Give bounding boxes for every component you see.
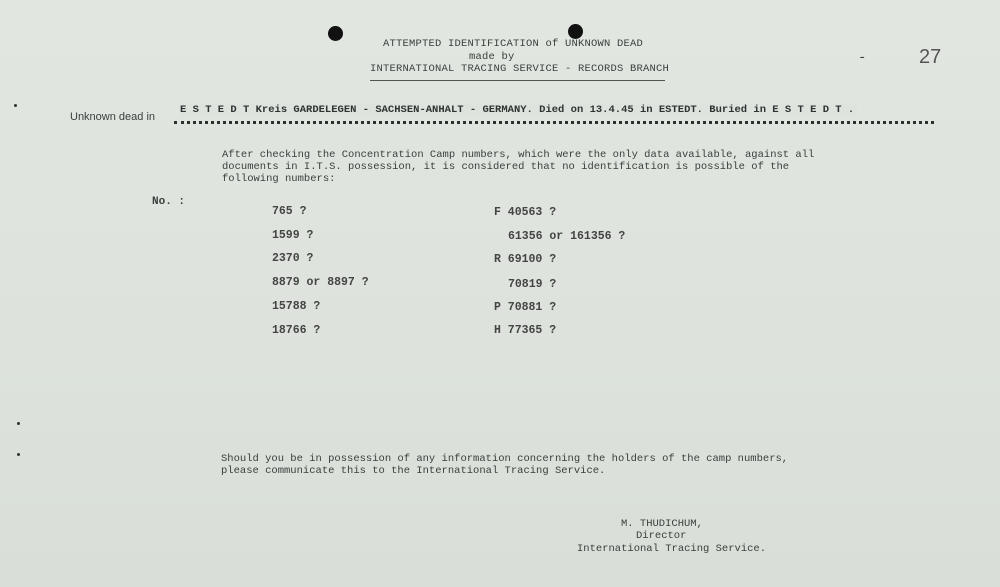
intro-line-1: After checking the Concentration Camp numbers, which were the only data available, against all <box>222 149 815 161</box>
camp-number: 8879 or 8897 ? <box>272 276 369 289</box>
margin-mark <box>17 422 20 425</box>
intro-line-3: following numbers: <box>222 173 336 185</box>
signature-title: Director <box>636 530 687 542</box>
signature-organization: International Tracing Service. <box>577 543 767 555</box>
camp-number: 61356 or 161356 ? <box>508 230 626 243</box>
closing-line-2: please communicate this to the International Tracing Service. <box>221 465 606 477</box>
camp-number: 1599 ? <box>272 229 314 242</box>
header-made-by: made by <box>469 51 515 63</box>
margin-mark <box>14 104 17 107</box>
camp-number: 18766 ? <box>272 324 321 337</box>
unknown-dead-detail: E S T E D T Kreis GARDELEGEN - SACHSEN-ANHALT - GERMANY. Died on 13.4.45 in ESTEDT. Buried in E S T E D T . <box>180 104 857 116</box>
dotted-line <box>174 121 934 124</box>
camp-number: H 77365 ? <box>494 324 557 337</box>
page-mark: - <box>858 50 867 66</box>
header-underline <box>370 80 665 81</box>
camp-number: 765 ? <box>272 205 307 218</box>
header-organization: INTERNATIONAL TRACING SERVICE - RECORDS BRANCH <box>370 63 670 75</box>
camp-number: P 70881 ? <box>494 301 557 314</box>
camp-number: 70819 ? <box>508 278 557 291</box>
numbers-label: No. : <box>152 196 186 208</box>
camp-number: 15788 ? <box>272 300 321 313</box>
header-title: ATTEMPTED IDENTIFICATION of UNKNOWN DEAD <box>383 38 644 50</box>
margin-mark <box>17 453 20 456</box>
camp-number: F 40563 ? <box>494 206 557 219</box>
punch-hole-left <box>328 26 343 41</box>
punch-hole-right <box>568 24 583 39</box>
signature-name: M. THUDICHUM, <box>621 518 703 530</box>
page-number: 27 <box>919 46 942 68</box>
unknown-dead-label: Unknown dead in <box>70 111 156 123</box>
intro-line-2: documents in I.T.S. possession, it is considered that no identification is possible of the <box>222 161 790 173</box>
closing-line-1: Should you be in possession of any information concerning the holders of the camp numbers, <box>221 453 789 465</box>
camp-number: R 69100 ? <box>494 253 557 266</box>
camp-number: 2370 ? <box>272 252 314 265</box>
